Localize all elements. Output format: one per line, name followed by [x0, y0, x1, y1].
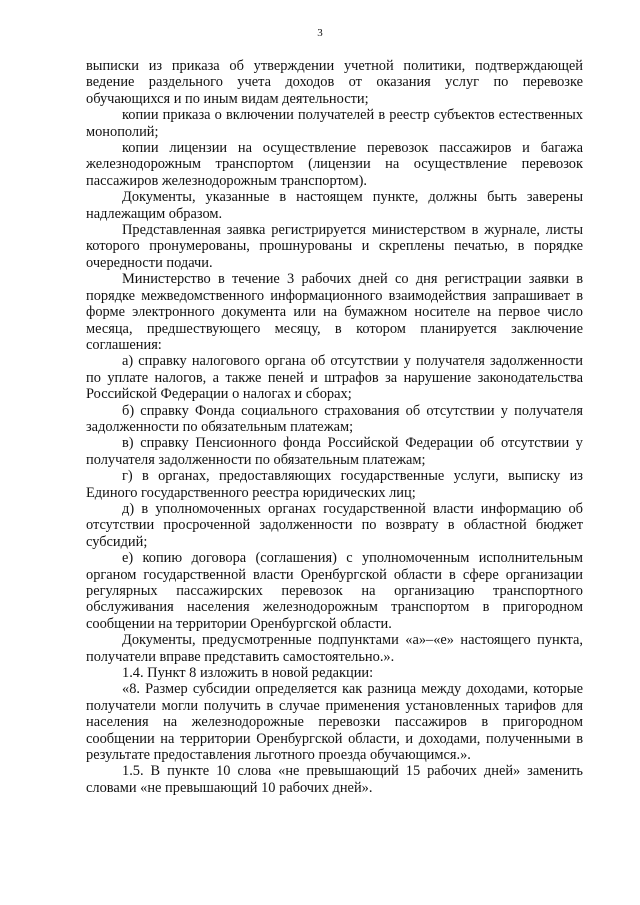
paragraph-documents-certified: Документы, указанные в настоящем пункте, должны быть заверены надлежащим образом. [86, 189, 583, 222]
document-body [86, 58, 583, 796]
list-item-b-social-insurance-certificate: б) справку Фонда социального страхования об отсутствии у получателя задолженности по обязательным платежам; [86, 402, 583, 435]
paragraph-monopoly-register-order: копии приказа о включении получателей в реестр субъектов естественных монополий; [86, 107, 583, 140]
list-item-a-tax-certificate: а) справку налогового органа об отсутствии у получателя задолженности по уплате налогов, а также пеней и штрафов за нарушение законодательства Российской Федерации о налогах и сборах; [86, 353, 583, 403]
page-number: 3 [317, 27, 323, 39]
paragraph-railway-license: копии лицензии на осуществление перевозок пассажиров и багажа железнодорожным транспортом (лицензии на осуществление перевозок пассажиров железнодорожным транспортом). [86, 140, 583, 189]
paragraph-ministry-request: Министерство в течение 3 рабочих дней со дня регистрации заявки в порядке межведомственного информационного взаимодействия запрашивает в форме электронного документа или на бумажном носителе на первое число месяца, предшествующего месяцу, в котором планируется заключение соглашения: [86, 271, 583, 353]
list-item-f-contract-copy: е) копию договора (соглашения) с уполномоченным исполнительным органом государственной власти Оренбургской области в сфере организации регулярных пассажирских перевозок на организацию транспортного обслуживания населения железнодорожным транспортом в пригородном сообщении на территории Оренбургской области. [86, 550, 583, 632]
paragraph-subsidy-amount: «8. Размер субсидии определяется как разница между доходами, которые получатели могли получить в случае применения установленных тарифов для населения на железнодорожные перевозки пассажиров в пригородном сообщении на территории Оренбургской области, и доходами, полученными в результате предоставления льготного проезда обучающимся.». [86, 681, 583, 764]
paragraph-item-1-5: 1.5. В пункте 10 слова «не превышающий 15 рабочих дней» заменить словами «не превышающий 10 рабочих дней». [86, 763, 583, 796]
paragraph-application-registration: Представленная заявка регистрируется министерством в журнале, листы которого пронумерованы, прошнурованы и скреплены печатью, в порядке очередности подачи. [86, 222, 583, 271]
paragraph-item-1-4: 1.4. Пункт 8 изложить в новой редакции: [122, 665, 374, 682]
list-item-e-overdue-debt-information: д) в уполномоченных органах государственной власти информацию об отсутствии просроченной задолженности по возврату в областной бюджет субсидий; [86, 500, 583, 550]
paragraph-accounting-policy-extract: выписки из приказа об утверждении учетной политики, подтверждающей ведение раздельного учета доходов от оказания услуг по перевозке обучающихся и по иным видам деятельности; [86, 58, 583, 107]
list-item-d-legal-entities-register: г) в органах, предоставляющих государственные услуги, выписку из Единого государственного реестра юридических лиц; [86, 468, 583, 501]
paragraph-self-submission: Документы, предусмотренные подпунктами «а»–«е» настоящего пункта, получатели вправе представить самостоятельно.». [86, 632, 583, 665]
list-item-c-pension-fund-certificate: в) справку Пенсионного фонда Российской Федерации об отсутствии у получателя задолженности по обязательным платежам; [86, 435, 583, 468]
